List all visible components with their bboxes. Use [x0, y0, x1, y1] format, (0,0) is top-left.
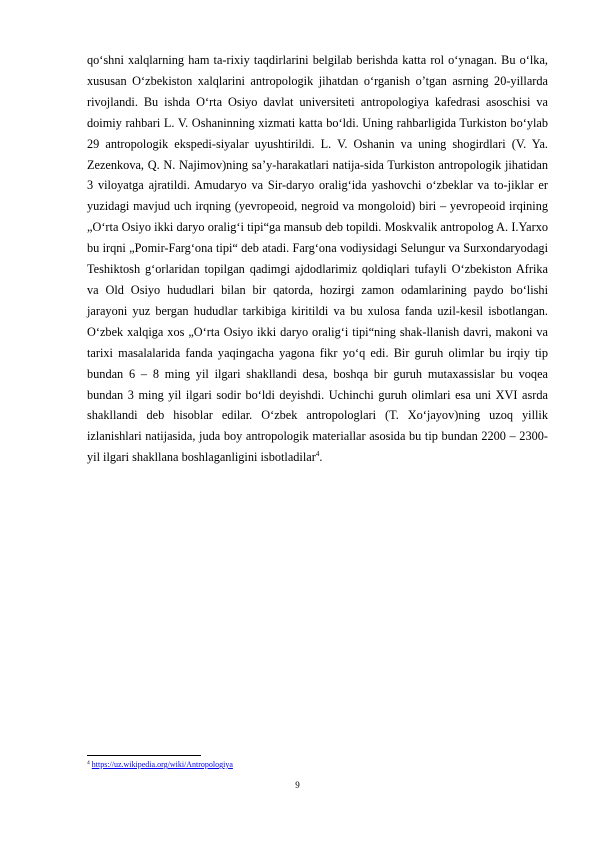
- footnote: [87, 760, 233, 770]
- paragraph-text: qo‘shni xalqlarning ham ta-rixiy taqdirlarini belgilab berishda katta rol o‘ynagan. Bu o‘lka, xususan O‘zbekiston xalqlarini antropologik jihatdan o‘rganish o’tgan asrning 20-yillarda rivojlandi. Bu ishda O‘rta Osiyo davlat universiteti antropologiya kafedrasi asoschisi va doimiy rahbari L. V. Oshaninning xizmati katta bo‘ldi. Uning rahbarligida Turkiston bo‘ylab 29 antropologik ekspedi-siyalar uyushtirildi. L. V. Oshanin va uning shogirdlari (V. Ya. Zezenkova, Q. N. Najimov)ning sa’y-harakatlari natija-sida Turkiston antropologik jihatidan 3 viloyatga ajratildi. Amudaryo va Sir-daryo oralig‘ida yashovchi o‘zbeklar va to-jiklar er yuzidagi mavjud uch irqning (yevropeoid, negroid va mongoloid) biri – yevropeoid irqining „O‘rta Osiyo ikki daryo oralig‘i tipi“ga mansub deb topildi. Moskvalik antropolog A. I.Yarxo bu irqni „Pomir-Farg‘ona tipi“ deb atadi. Farg‘ona vodiysidagi Selungur va Surxondaryodagi Teshiktosh g‘orlaridan topilgan qadimgi ajdodlarimiz qoldiqlari tufayli O‘zbekiston Afrika va Old Osiyo hududlari bilan bir qatorda, hozirgi zamon odamlarining paydo bo‘lishi jarayoni yuz bergan hududlar tarkibiga kiritildi va bu xulosa fanda uzil-kesil isbotlangan. O‘zbek xalqiga xos „O‘rta Osiyo ikki daryo oralig‘i tipi“ning shak-llanish davri, makoni va tarixi masalalarida fanda yaqingacha yagona fikr yo‘q edi. Bir guruh olimlar bu irqiy tip bundan 6 – 8 ming yil ilgari shakllandi desa, boshqa bir guruh mutaxassislar bu voqea bundan 3 ming yil ilgari sodir bo‘ldi deyishdi. Uchinchi guruh olimlari esa uni XVI asrda shakllandi deb hisoblar edilar. O‘zbek antropologlari (T. Xo‘jayov)ning uzoq yillik izlanishlari natijasida, juda boy antropologik materiallar asosida bu tip bundan 2200 – 2300-yil ilgari shakllana boshlaganligini isbotladilar: [87, 53, 548, 465]
- footnote-link[interactable]: https://uz.wikipedia.org/wiki/Antropologiya: [91, 760, 233, 769]
- footnote-reference[interactable]: 4: [315, 450, 320, 459]
- footnote-number: 4: [87, 760, 90, 766]
- footnote-separator: [87, 755, 201, 756]
- body-paragraph: [87, 50, 548, 468]
- paragraph-end-punctuation: .: [319, 450, 323, 465]
- page-number: 9: [295, 780, 300, 790]
